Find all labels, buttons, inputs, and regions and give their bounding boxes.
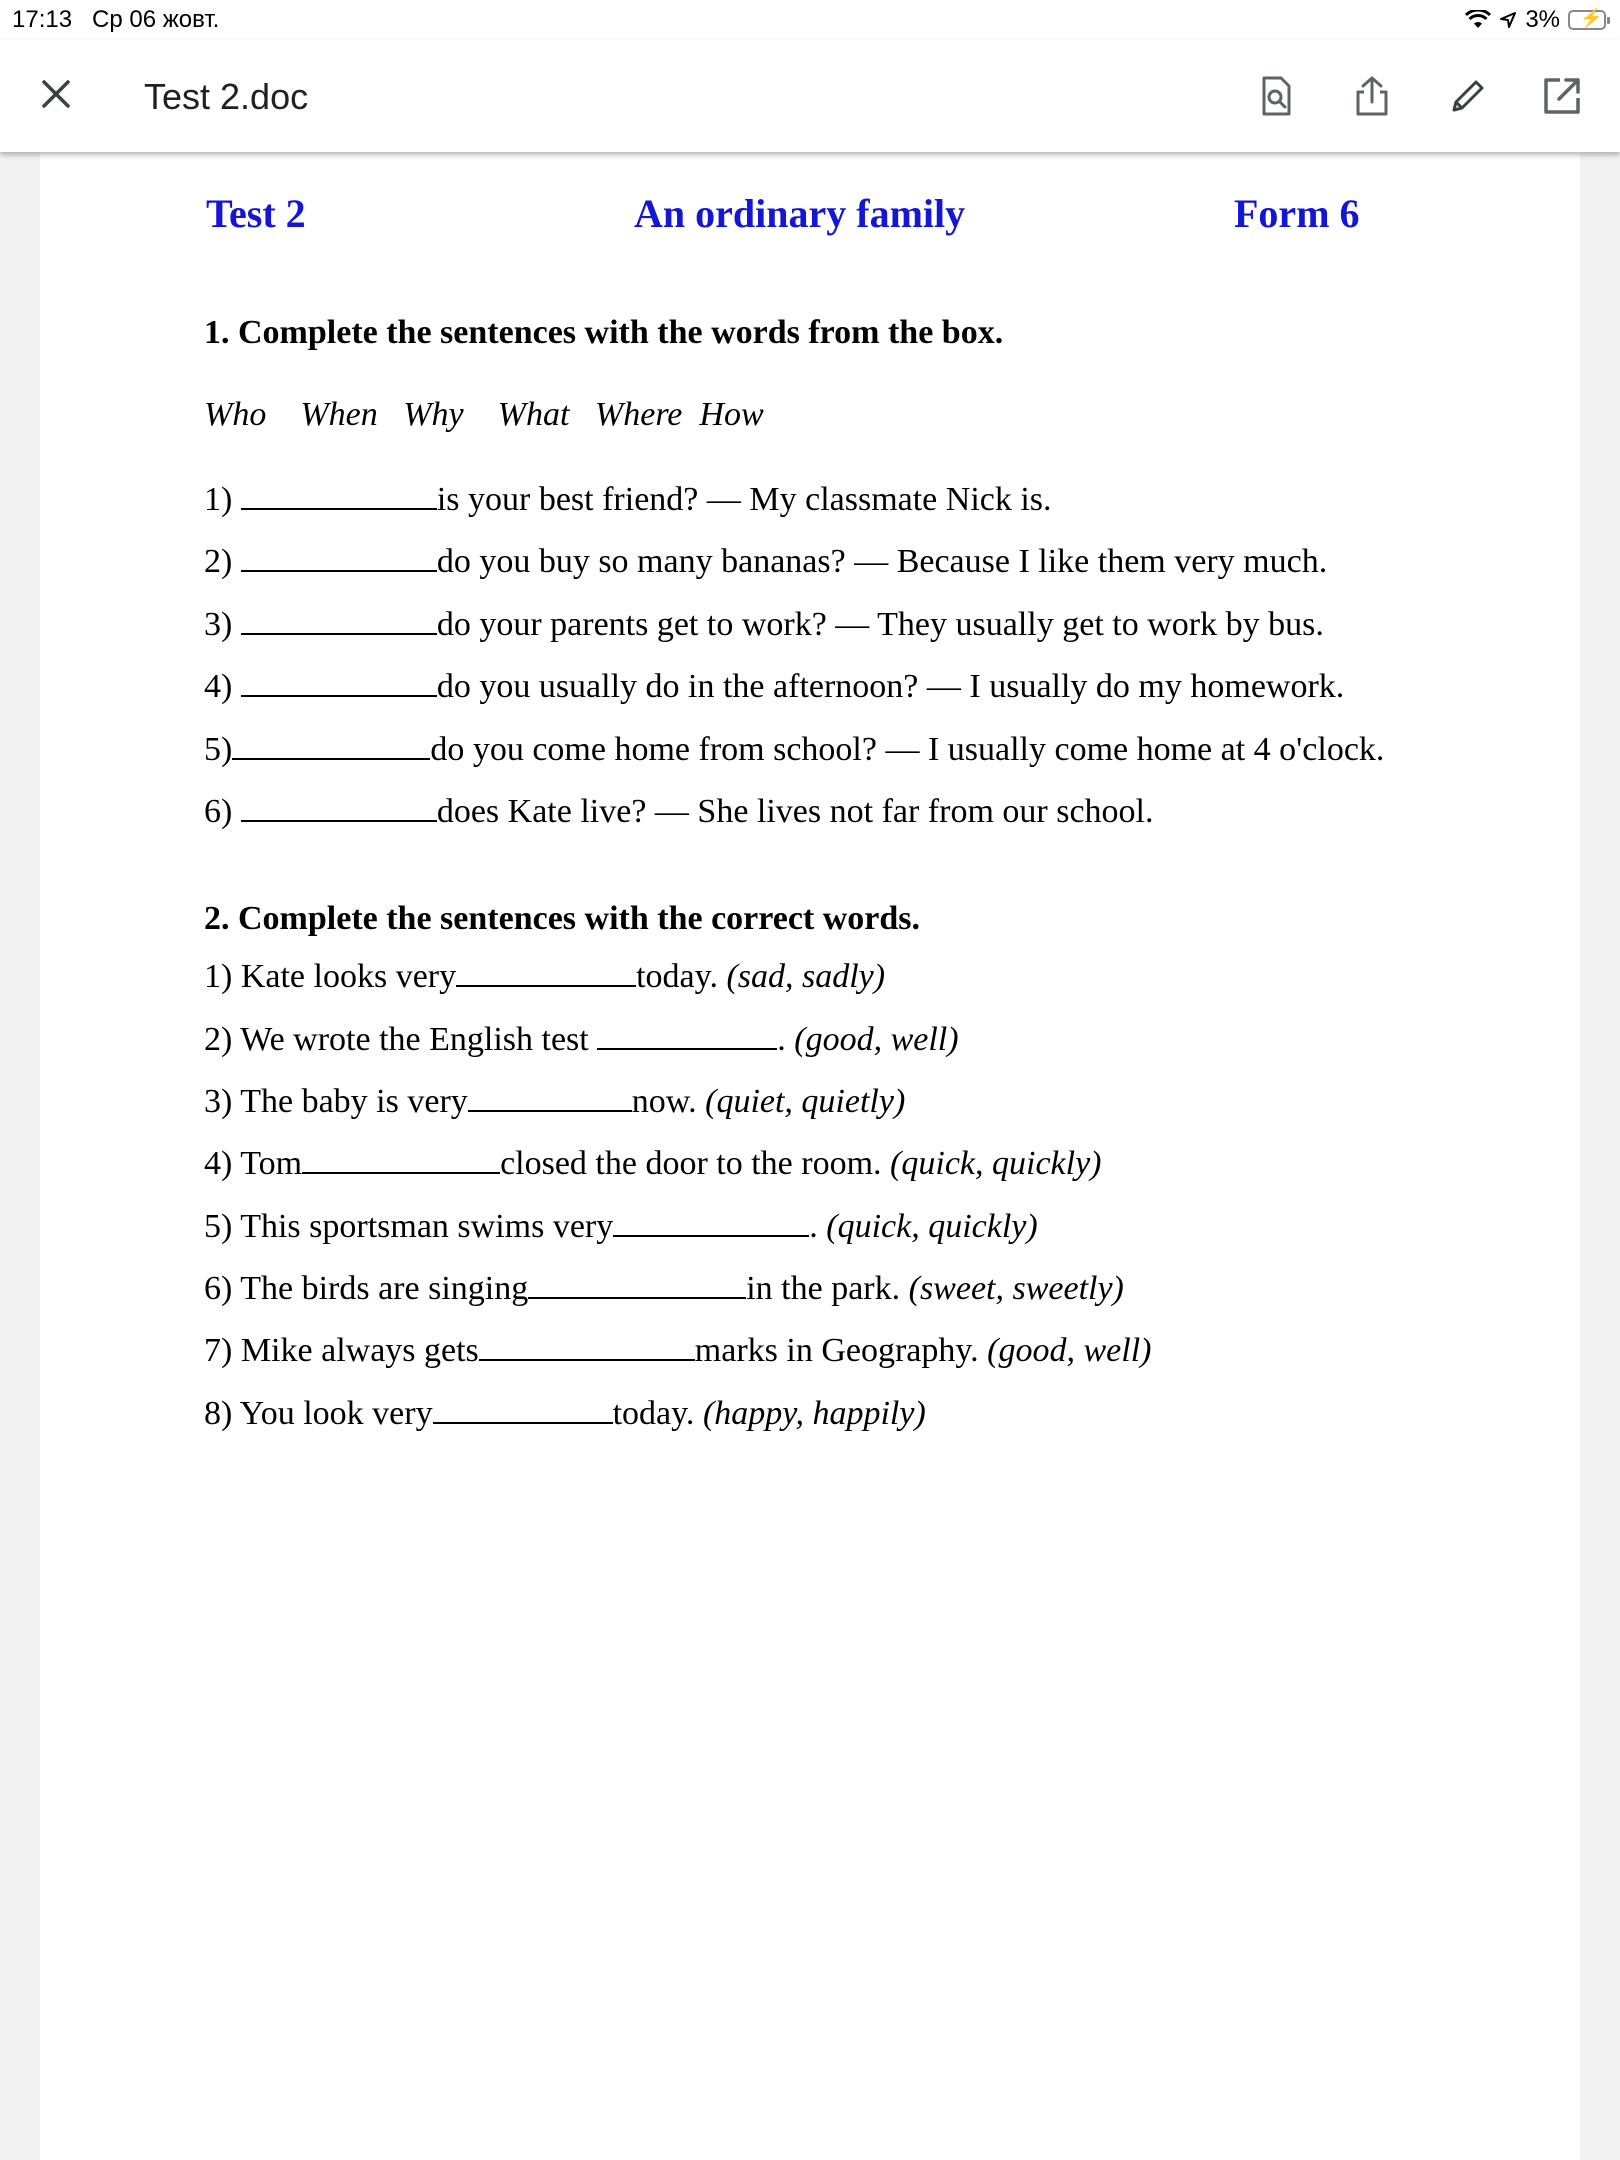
- item-number: 6): [204, 793, 233, 830]
- item-text-after: .: [777, 1021, 786, 1058]
- location-arrow-icon: [1499, 11, 1517, 29]
- share-icon[interactable]: [1350, 74, 1394, 118]
- edit-pencil-icon[interactable]: [1446, 74, 1490, 118]
- item-text: does Kate live? — She lives not far from our school.: [436, 793, 1154, 830]
- exercise-1-title: 1. Complete the sentences with the words from the box.: [204, 314, 1004, 351]
- item-hint: (quiet, quietly): [705, 1083, 906, 1120]
- top-toolbar: [0, 40, 1620, 152]
- item-number: 3): [204, 606, 233, 643]
- exercise-2-item: [204, 955, 885, 996]
- document-page: [40, 152, 1580, 2160]
- item-hint: (happy, happily): [702, 1395, 926, 1432]
- item-text-after: in the park.: [746, 1270, 901, 1307]
- item-text-before: Kate looks very: [240, 958, 457, 995]
- item-hint: (sad, sadly): [726, 958, 886, 995]
- item-number: 8): [204, 1395, 233, 1432]
- exercise-2-item: [204, 1205, 1038, 1246]
- word-box: Who When Why What Where How: [204, 396, 764, 433]
- status-bar: [0, 0, 1620, 40]
- answer-blank[interactable]: [456, 955, 636, 987]
- item-text: do your parents get to work? — They usually get to work by bus.: [436, 606, 1324, 643]
- exercise-2-item: [204, 1142, 1101, 1183]
- item-text-before: Mike always gets: [240, 1332, 479, 1369]
- item-text-after: today.: [636, 958, 718, 995]
- item-text-after: marks in Geography.: [694, 1332, 979, 1369]
- answer-blank[interactable]: [433, 1392, 613, 1424]
- item-text-after: .: [809, 1208, 818, 1245]
- answer-blank[interactable]: [241, 478, 437, 510]
- answer-blank[interactable]: [479, 1329, 695, 1361]
- exercise-1-item: [204, 665, 1344, 706]
- item-text-before: The birds are singing: [240, 1270, 529, 1307]
- item-text: do you buy so many bananas? — Because I like them very much.: [436, 543, 1328, 580]
- item-text: is your best friend? — My classmate Nick is.: [436, 481, 1052, 518]
- item-text-after: today.: [612, 1395, 695, 1432]
- answer-blank[interactable]: [241, 790, 437, 822]
- answer-blank[interactable]: [241, 540, 437, 572]
- item-number: 7): [204, 1332, 233, 1369]
- header-topic: An ordinary family: [634, 191, 966, 236]
- close-icon[interactable]: [36, 74, 76, 114]
- item-text-before: You look very: [239, 1395, 433, 1432]
- item-text: do you usually do in the afternoon? — I usually do my homework.: [436, 668, 1345, 705]
- exercise-2-title: 2. Complete the sentences with the correct words.: [204, 900, 921, 937]
- header-test-number: Test 2: [206, 191, 306, 236]
- document-title: Test 2.doc: [144, 76, 309, 117]
- exercise-2-item: [204, 1329, 1151, 1370]
- item-number: 2): [204, 543, 233, 580]
- item-number: 1): [204, 481, 233, 518]
- item-hint: (quick, quickly): [826, 1208, 1038, 1245]
- item-number: 4): [204, 1145, 233, 1182]
- exercise-1-item: [204, 603, 1324, 644]
- battery-icon: ⚡: [1568, 10, 1606, 30]
- item-text: do you come home from school? — I usually come home at 4 o'clock.: [430, 731, 1385, 768]
- status-indicators: [1465, 6, 1606, 34]
- status-time: 17:13: [12, 6, 73, 33]
- header-form: Form 6: [1234, 191, 1360, 236]
- answer-blank[interactable]: [302, 1142, 500, 1174]
- exercise-1-item: [204, 728, 1384, 769]
- item-number: 2): [204, 1021, 233, 1058]
- answer-blank[interactable]: [232, 728, 430, 760]
- status-date: Ср 06 жовт.: [92, 6, 220, 33]
- answer-blank[interactable]: [528, 1267, 746, 1299]
- item-number: 5): [204, 731, 233, 768]
- exercise-2-item: [204, 1018, 959, 1059]
- item-hint: (good, well): [794, 1021, 959, 1058]
- answer-blank[interactable]: [241, 603, 437, 635]
- item-hint: (quick, quickly): [890, 1145, 1102, 1182]
- exercise-2-item: [204, 1080, 905, 1121]
- battery-percent: 3%: [1525, 6, 1560, 33]
- item-number: 4): [204, 668, 233, 705]
- answer-blank[interactable]: [613, 1205, 809, 1237]
- item-text-before: This sportsman swims very: [240, 1208, 614, 1245]
- item-hint: (sweet, sweetly): [908, 1270, 1124, 1307]
- find-in-document-icon[interactable]: [1254, 74, 1298, 118]
- open-in-new-icon[interactable]: [1540, 74, 1584, 118]
- exercise-2-item: [204, 1267, 1124, 1308]
- item-number: 1): [204, 958, 233, 995]
- item-text-after: closed the door to the room.: [500, 1145, 882, 1182]
- item-hint: (good, well): [987, 1332, 1152, 1369]
- item-number: 3): [204, 1083, 233, 1120]
- item-number: 6): [204, 1270, 233, 1307]
- item-text-after: now.: [631, 1083, 697, 1120]
- answer-blank[interactable]: [241, 665, 437, 697]
- wifi-icon: [1465, 10, 1491, 30]
- answer-blank[interactable]: [468, 1080, 632, 1112]
- exercise-1-item: [204, 540, 1327, 581]
- item-text-before: The baby is very: [240, 1083, 468, 1120]
- exercise-1-item: [204, 478, 1052, 519]
- item-number: 5): [204, 1208, 233, 1245]
- item-text-before: We wrote the English test: [240, 1021, 598, 1058]
- exercise-1-item: [204, 790, 1153, 831]
- answer-blank[interactable]: [597, 1018, 777, 1050]
- exercise-2-item: [204, 1392, 926, 1433]
- item-text-before: Tom: [240, 1145, 303, 1182]
